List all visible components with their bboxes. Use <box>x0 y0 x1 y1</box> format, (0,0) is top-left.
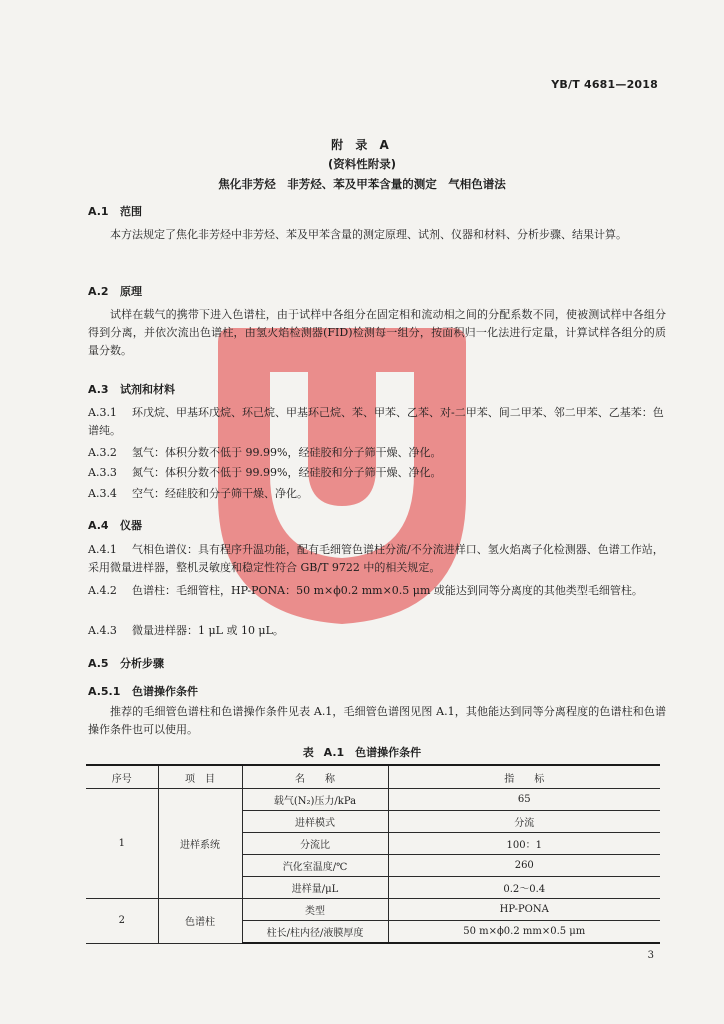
name-cell: 载气(N₂)压力/kPa <box>242 789 388 811</box>
list-item <box>88 485 666 503</box>
section-a51-text: 推荐的毛细管色谱柱和色谱操作条件见表 A.1，毛细管色谱图见图 A.1，其他能达到同等分离程度的色谱柱和色谱操作条件也可以使用。 <box>88 705 666 736</box>
name-cell: 汽化室温度/℃ <box>242 855 388 877</box>
appendix-title: 附 录 A <box>331 138 393 152</box>
name-cell: 柱长/柱内径/液膜厚度 <box>242 921 388 944</box>
name-cell: 分流比 <box>242 833 388 855</box>
header-cell: 名 称 <box>242 765 388 789</box>
item-cell: 进样系统 <box>158 789 242 899</box>
section-a2-heading <box>88 283 142 299</box>
value-cell: 260 <box>388 855 660 877</box>
section-title: 试剂和材料 <box>120 383 175 396</box>
standard-code: YB/T 4681—2018 <box>551 78 658 91</box>
section-a2-text: 试样在载气的携带下进入色谱柱，由于试样中各组分在固定相和流动相之间的分配系数不同，使被测试样中各组分得到分离，并依次流出色谱柱，由氢火焰检测器(FID)检测每一组分，按面积归一化法进行定量，计算试样各组分的质量分数。 <box>88 308 666 357</box>
item-number: A.3.3 <box>88 466 117 479</box>
table-title: 表 A.1 色谱操作条件 <box>302 746 422 759</box>
appendix-heading: 焦化非芳烃 非芳烃、苯及甲苯含量的测定 气相色谱法 <box>218 177 506 191</box>
value-cell: 50 m×ϕ0.2 mm×0.5 μm <box>388 921 660 944</box>
item-number: A.4.2 <box>88 584 117 597</box>
section-number: A.5.1 <box>88 685 121 698</box>
value-cell: 分流 <box>388 811 660 833</box>
item-number: A.3.1 <box>88 406 117 419</box>
item-number: A.3.4 <box>88 487 117 500</box>
section-number: A.5 <box>88 657 109 670</box>
header-cell: 序号 <box>86 765 158 789</box>
section-a4-heading <box>88 517 142 533</box>
operating-conditions-table <box>86 764 660 944</box>
list-item <box>88 444 666 462</box>
value-cell: 65 <box>388 789 660 811</box>
section-number: A.1 <box>88 205 109 218</box>
value-cell: HP-PONA <box>388 899 660 921</box>
row-number-cell: 2 <box>86 899 158 944</box>
item-text: 氮气：体积分数不低于 99.99%，经硅胶和分子筛干燥、净化。 <box>132 466 442 479</box>
item-text: 色谱柱：毛细管柱，HP-PONA：50 m×ϕ0.2 mm×0.5 μm 或能达到同等分离度的其他类型毛细管柱。 <box>132 584 643 597</box>
appendix-subtitle: (资料性附录) <box>327 157 396 171</box>
section-a5-heading <box>88 655 164 671</box>
item-text: 空气：经硅胶和分子筛干燥、净化。 <box>132 487 308 500</box>
section-a1-heading <box>88 203 142 219</box>
row-number-cell: 1 <box>86 789 158 899</box>
section-a51-heading <box>88 683 198 699</box>
section-a3-heading <box>88 381 175 397</box>
item-text: 氢气：体积分数不低于 99.99%，经硅胶和分子筛干燥、净化。 <box>132 446 442 459</box>
section-title: 原理 <box>120 285 142 298</box>
table-row <box>86 899 660 921</box>
section-title: 色谱操作条件 <box>132 685 198 698</box>
section-title: 仪器 <box>120 519 142 532</box>
section-title: 范围 <box>120 205 142 218</box>
item-number: A.4.3 <box>88 624 117 637</box>
item-text: 环戊烷、甲基环戊烷、环己烷、甲基环己烷、苯、甲苯、乙苯、对-二甲苯、间二甲苯、邻二甲苯、乙基苯：色谱纯。 <box>88 406 664 437</box>
section-number: A.2 <box>88 285 109 298</box>
list-item <box>88 464 666 482</box>
value-cell: 100：1 <box>388 833 660 855</box>
section-number: A.3 <box>88 383 109 396</box>
item-text: 气相色谱仪：具有程序升温功能，配有毛细管色谱柱分流/不分流进样口、氢火焰离子化检测器、色谱工作站，采用微量进样器，整机灵敏度和稳定性符合 GB/T 9722 中的相关规定。 <box>88 543 664 574</box>
name-cell: 进样模式 <box>242 811 388 833</box>
name-cell: 进样量/μL <box>242 877 388 899</box>
item-number: A.4.1 <box>88 543 117 556</box>
list-item <box>88 541 666 577</box>
section-number: A.4 <box>88 519 109 532</box>
list-item <box>88 622 666 640</box>
list-item <box>88 582 666 600</box>
section-a1-text: 本方法规定了焦化非芳烃中非芳烃、苯及甲苯含量的测定原理、试剂、仪器和材料、分析步骤、结果计算。 <box>110 228 627 241</box>
list-item <box>88 404 666 440</box>
header-cell: 指 标 <box>388 765 660 789</box>
table-header-row <box>86 765 660 789</box>
section-title: 分析步骤 <box>120 657 164 670</box>
item-cell: 色谱柱 <box>158 899 242 944</box>
page-number: 3 <box>647 950 654 961</box>
value-cell: 0.2～0.4 <box>388 877 660 899</box>
header-cell: 项 目 <box>158 765 242 789</box>
item-text: 微量进样器：1 μL 或 10 μL。 <box>132 624 284 637</box>
name-cell: 类型 <box>242 899 388 921</box>
table-row <box>86 789 660 811</box>
item-number: A.3.2 <box>88 446 117 459</box>
